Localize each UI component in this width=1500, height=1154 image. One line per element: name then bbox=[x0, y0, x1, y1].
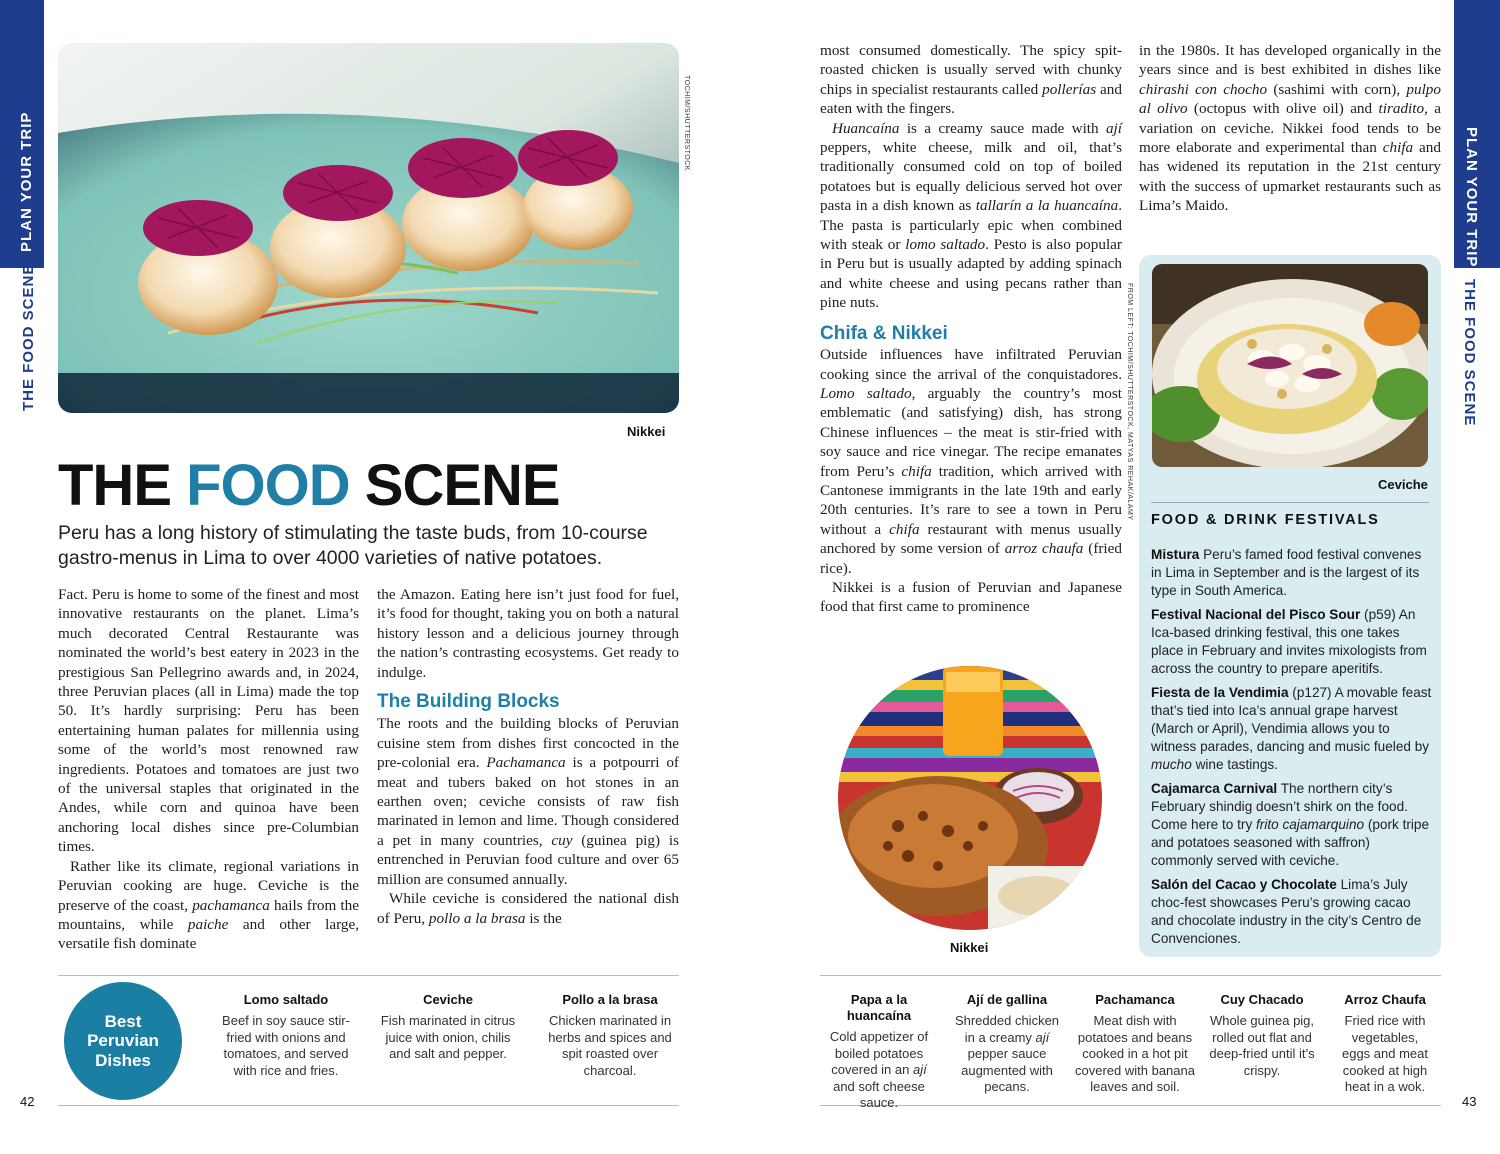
dish-description: Shredded chicken in a creamy ají pepper sauce augmented with pecans. bbox=[954, 1013, 1060, 1094]
col3-paragraph-3: Outside influences have infiltrated Peruvian cooking since the arrival of the conquistadores. Lomo saltado, arguably the country’s most emblematic (and satisfying) dish, has strong Chinese influences – the meat is stir-fried with soy sauce and rice vinegar. The recipe emanates from Peru’s chifa tradition, which arrived with Cantonese immigrants in the late 19th and early 20th centuries. It’s rare to see a town in Peru without a chifa restaurant with menus usually anchored by some version of arroz chaufa (fried rice). bbox=[820, 346, 1122, 577]
dish-aji-de-gallina bbox=[952, 992, 1062, 1096]
photo-nikkei-circle-image bbox=[838, 666, 1102, 930]
dish-pachamanca bbox=[1074, 992, 1196, 1096]
column-3 bbox=[820, 41, 1122, 617]
dish-papa-a-la-huancaina bbox=[822, 992, 936, 1112]
photo-nikkei-circle bbox=[838, 666, 1102, 930]
dish-name: Pachamanca bbox=[1095, 992, 1175, 1007]
festivals-list bbox=[1151, 546, 1433, 954]
dish-lomo-saltado bbox=[218, 992, 354, 1079]
badge-line-3: Dishes bbox=[95, 1050, 151, 1070]
festivals-heading: FOOD & DRINK FESTIVALS bbox=[1151, 512, 1380, 528]
badge-line-1: Best bbox=[104, 1011, 142, 1031]
dish-name: Lomo saltado bbox=[243, 992, 329, 1007]
dish-description: Fried rice with vegetables, eggs and meat cooked at high heat in a wok. bbox=[1341, 1013, 1428, 1094]
page-number-left: 42 bbox=[20, 1094, 35, 1109]
page-number-right: 43 bbox=[1462, 1094, 1477, 1109]
festival-item: Salón del Cacao y Chocolate Lima’s July choc-fest showcases Peru’s growing cacao and chocolate industry in the city’s Centro de Convenciones. bbox=[1151, 877, 1422, 946]
photo-ceviche bbox=[1152, 264, 1428, 467]
col1-paragraph-2: Rather like its climate, regional variations in Peruvian cooking are huge. Ceviche is the preserve of the coast, pachamanca hails from the mountains, while paiche and other large, versatile fish dominate bbox=[58, 857, 359, 953]
dish-name: Pollo a la brasa bbox=[562, 992, 658, 1007]
badge-line-2: Peruvian bbox=[87, 1031, 159, 1051]
dish-name: Ceviche bbox=[423, 992, 473, 1007]
title-part2: SCENE bbox=[349, 453, 560, 518]
dish-ceviche bbox=[378, 992, 518, 1063]
col2-paragraph-1: the Amazon. Eating here isn’t just food for fuel, it’s food for thought, taking you on both a natural history lesson and a delicious journey through the nation’s contrasting ecosystems. Get ready to indulge. bbox=[377, 586, 679, 681]
festival-item: Cajamarca Carnival The northern city’s February shindig doesn’t shirk on the food. Come here to try frito cajamarquino (pork tripe and potatoes seasoned with saffron) commonly served with ceviche. bbox=[1151, 781, 1430, 868]
right-tab-bottom-label: THE FOOD SCENE bbox=[1461, 279, 1478, 427]
col3-paragraph-4: Nikkei is a fusion of Peruvian and Japanese food that first came to prominence bbox=[820, 578, 1122, 616]
photo-ceviche-image bbox=[1152, 264, 1428, 467]
intro-text: Peru has a long history of stimulating the taste buds, from 10-course gastro-menus in Lima to over 4000 varieties of native potatoes. bbox=[58, 522, 648, 569]
festival-item: Mistura Peru’s famed food festival convenes in Lima in September and is the largest of its type in South America. bbox=[1151, 547, 1422, 598]
photo1-caption: Nikkei bbox=[627, 424, 666, 439]
right-top-rule bbox=[820, 975, 1441, 976]
title-accent: FOOD bbox=[186, 453, 350, 518]
title-part1: THE bbox=[58, 453, 187, 518]
dish-arroz-chaufa bbox=[1336, 992, 1434, 1096]
dish-description: Cold appetizer of boiled potatoes covered in an ají and soft cheese sauce. bbox=[829, 1029, 929, 1110]
photo2-caption: Ceviche bbox=[1378, 477, 1428, 492]
left-tab-bottom-label: THE FOOD SCENE bbox=[20, 263, 37, 411]
subhead-building-blocks: The Building Blocks bbox=[377, 691, 560, 713]
col3-paragraph-1: most consumed domestically. The spicy spit-roasted chicken is usually served with chunky chips in specialist restaurants called pollerías and eaten with the fingers. bbox=[820, 42, 1122, 118]
col2-paragraph-2: The roots and the building blocks of Peruvian cuisine stem from dishes first concocted in the pre-colonial era. Pachamanca is a potpourri of meat and tubers baked on hot stones in an earthen oven; ceviche consists of raw fish marinated in lemon and lime. Though considered a pet in many countries, cuy (guinea pig) is entrenched in Peruvian food culture and over 65 million are consumed annually. bbox=[377, 715, 679, 888]
col2-paragraph-3: While ceviche is considered the national dish of Peru, pollo a la brasa is the bbox=[377, 890, 679, 927]
dish-description: Fish marinated in citrus juice with onion, chilis and salt and pepper. bbox=[380, 1013, 516, 1061]
col1-paragraph-1: Fact. Peru is home to some of the finest and most innovative restaurants on the planet. Lima’s much decorated Central Restaurante was nominated the world’s best eatery in 2023 in the prestigious San Pellegrino awards and, in 2024, three Peruvian places (all in Lima) made the top 50. It’s hardly surprising: Peru has been entertaining human palates for millennia using some of the world’s most renowned raw ingredients. Potatoes and tomatoes are just two of the universal staples that originated in the Andes, while corn and quinoa have been anchoring local dishes since pre-Columbian times. bbox=[58, 586, 359, 856]
column-2 bbox=[377, 585, 679, 928]
dish-description: Chicken marinated in herbs and spices and spit roasted over charcoal. bbox=[548, 1013, 672, 1078]
col3-paragraph-2: Huancaína is a creamy sauce made with ají peppers, white cheese, milk and oil, that’s traditionally consumed cold on top of boiled potatoes but is equally delicious served hot over pasta in a dish known as tallarín a la huancaína. The pasta is particularly epic when combined with steak or lomo saltado. Pesto is also popular in Peru but is usually adapted by adding spinach and white cheese and using pecans rather than pine nuts. bbox=[820, 119, 1123, 312]
dish-name: Ají de gallina bbox=[966, 992, 1048, 1007]
photo1-credit: TOCHIM/SHUTTERSTOCK bbox=[683, 75, 690, 171]
right-tab-top-label: PLAN YOUR TRIP bbox=[1463, 127, 1480, 268]
dish-description: Whole guinea pig, rolled out flat and deep-fried until it’s crispy. bbox=[1209, 1013, 1315, 1078]
column-4 bbox=[1139, 41, 1441, 216]
dish-name: Cuy Chacado bbox=[1220, 992, 1304, 1007]
festival-item: Fiesta de la Vendimia (p127) A movable feast that’s tied into Ica’s annual grape harvest (March or April), Vendimia allows you to witness parades, dancing and music fueled by mucho wine tastings. bbox=[1151, 685, 1432, 772]
subhead-chifa-nikkei: Chifa & Nikkei bbox=[820, 322, 948, 344]
left-top-rule bbox=[58, 975, 679, 976]
page-title bbox=[58, 452, 560, 519]
photo3-caption: Nikkei bbox=[950, 940, 989, 955]
left-bottom-rule bbox=[58, 1105, 679, 1106]
dish-description: Meat dish with potatoes and beans cooked in a hot pit covered with banana leaves and soil. bbox=[1075, 1013, 1195, 1094]
dish-name: Arroz Chaufa bbox=[1344, 992, 1426, 1007]
dish-cuy-chacado bbox=[1208, 992, 1316, 1079]
left-tab-top-label: PLAN YOUR TRIP bbox=[18, 111, 35, 252]
column-1 bbox=[58, 585, 359, 954]
dish-description: Beef in soy sauce stir-fried with onions and tomatoes, and served with rice and fries. bbox=[222, 1013, 350, 1078]
best-dishes-badge bbox=[64, 982, 182, 1100]
photo-nikkei-scallops-image bbox=[58, 43, 679, 413]
photo-nikkei-scallops bbox=[58, 43, 679, 413]
dish-name: Papa a la huancaína bbox=[846, 992, 912, 1023]
festival-item: Festival Nacional del Pisco Sour (p59) An Ica-based drinking festival, this one takes place in February and invites mixologists from across the country to prepare aperitifs. bbox=[1151, 607, 1427, 676]
col4-paragraph-1: in the 1980s. It has developed organically in the years since and is best exhibited in dishes like chirashi con chocho (sashimi with corn), pulpo al olivo (octopus with olive oil) and tiradito, a variation on ceviche. Nikkei food tends to be more elaborate and experimental than chifa and has widened its reputation in the 21st century with the success of upmarket restaurants such as Lima’s Maido. bbox=[1139, 42, 1441, 215]
photos-right-credit: FROM LEFT: TOCHIM/SHUTTERSTOCK, MATYAS REHAK/ALAMY bbox=[1126, 283, 1133, 521]
dish-pollo-a-la-brasa bbox=[548, 992, 672, 1079]
festivals-heading-rule bbox=[1151, 502, 1429, 503]
